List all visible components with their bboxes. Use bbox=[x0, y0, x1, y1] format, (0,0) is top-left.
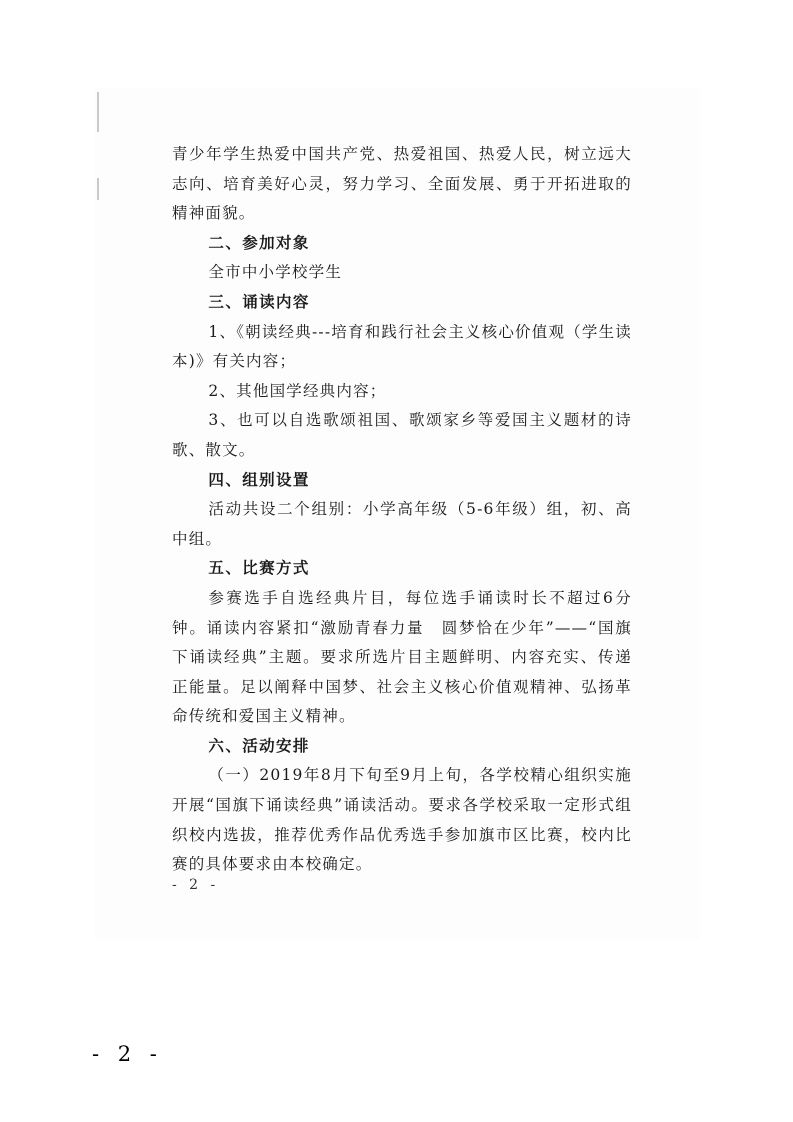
page-number: - 2 - bbox=[92, 1042, 163, 1066]
inner-page-number: - 2 - bbox=[172, 877, 220, 893]
section-heading: 二、参加对象 bbox=[208, 233, 310, 252]
list-item: 2、其他国学经典内容； bbox=[208, 381, 387, 400]
section-heading: 六、活动安排 bbox=[208, 736, 310, 755]
section-heading: 四、组别设置 bbox=[208, 470, 310, 489]
section-heading: 五、比赛方式 bbox=[208, 559, 310, 578]
section-text: （一）2019年8月下旬至9月上旬，各学校精心组织实施开展“国旗下诵读经典”诵读活动。要求各学校采取一定形式组织校内选拔，推荐优秀作品优秀选手参加旗市区比赛，校内比赛的具体要求由本校确定。 bbox=[172, 766, 632, 874]
scan-edge-mark bbox=[97, 178, 99, 200]
list-item: 1、《朝读经典---培育和践行社会主义核心价值观（学生读本)》有关内容； bbox=[172, 322, 632, 371]
list-item: 3、也可以自选歌颂祖国、歌颂家乡等爱国主义题材的诗歌、散文。 bbox=[172, 411, 632, 459]
section-text: 参赛选手自选经典片目，每位选手诵读时长不超过6分钟。诵读内容紧扣“激励青春力量 圆梦恰在少年”——“国旗下诵读经典”主题。要求所选片目主题鲜明、内容充实、传递正能量。足以阐释中国梦、社会主义核心价值观精神、弘扬革命传统和爱国主义精神。 bbox=[172, 588, 632, 726]
intro-paragraph: 青少年学生热爱中国共产党、热爱祖国、热爱人民，树立远大志向、培育美好心灵，努力学习、全面发展、勇于开拓进取的精神面貌。 bbox=[172, 145, 632, 223]
section-text: 活动共设二个组别：小学高年级（5-6年级）组，初、高中组。 bbox=[172, 500, 632, 548]
document-body bbox=[172, 140, 632, 880]
section-text: 全市中小学校学生 bbox=[208, 263, 343, 282]
section-heading: 三、诵读内容 bbox=[208, 292, 310, 311]
scan-edge-mark bbox=[97, 92, 99, 132]
